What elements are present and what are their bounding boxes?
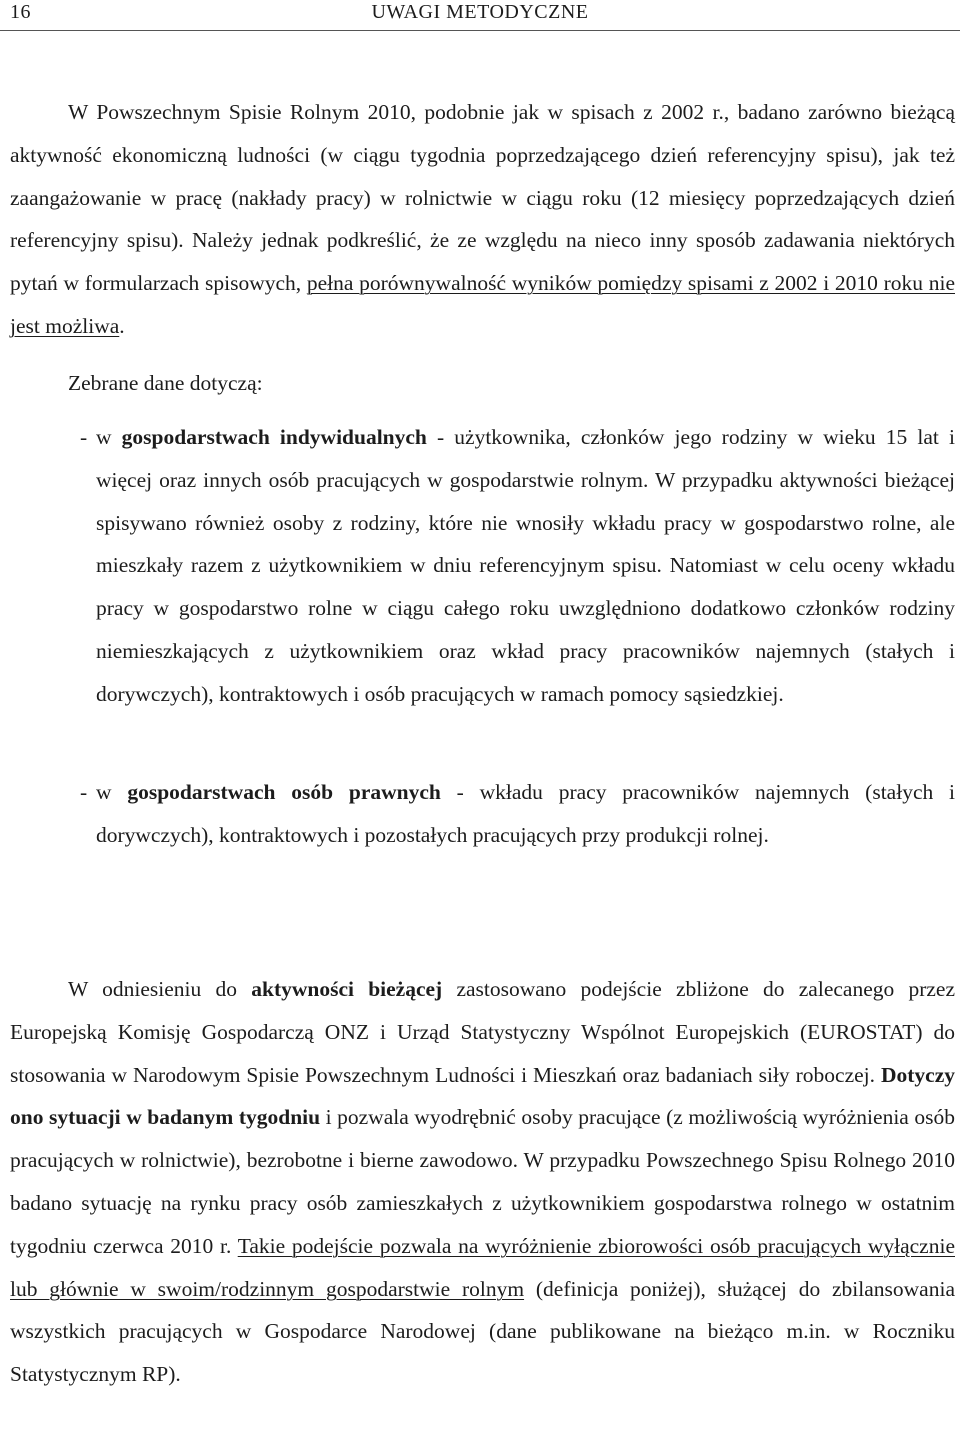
- list-item-text: - użytkownika, członków jego rodziny w wieku 15 lat i więcej oraz innych osób pracujących w gospodarstwie rolnym. W przypadku aktywności bieżącej spisywano również osoby z rodziny, które nie wnosiły wkładu pracy w gospodarstwo rolne, ale mieszkały razem z użytkownikiem w dniu referencyjnym spisu. Natomiast w celu oceny wkładu pracy w gospodarstwo rolne w ciągu całego roku uwzględniono dodatkowo członków rodziny niemieszkających z użytkownikiem oraz wkład pracy pracowników najemnych (stałych i dorywczych), kontraktowych i osób pracujących w ramach pomocy sąsiedzkiej.: [96, 425, 955, 706]
- paragraph-intro-end: .: [119, 313, 125, 338]
- paragraph-text: zastosowano podejście zbliżone do zalecanego przez Europejską Komisję Gospodarczą ONZ i Urząd Statystyczny Wspólnot Europejskich (EUROSTAT) do stosowania w Narodowym Spisie Powszechnym Ludności i Mieszkań oraz badaniach siły roboczej.: [10, 977, 956, 1087]
- list-dash: -: [80, 425, 88, 449]
- list-item-text: - wkładu pracy pracowników najemnych (stałych i dorywczych), kontraktowych i pozostałych pracujących przy produkcji rolnej.: [96, 780, 956, 847]
- list-item-prefix: w: [96, 780, 128, 804]
- paragraph-current-activity: [10, 968, 955, 1396]
- underlined-approach-note: Takie podejście pozwala na wyróżnienie zbiorowości osób pracujących wyłącznie lub głównie w swoim/rodzinnym gospodarstwie rolnym: [10, 1233, 955, 1301]
- paragraph-intro: [10, 91, 955, 348]
- page-number: 16: [10, 1, 31, 23]
- list-item: [80, 771, 955, 857]
- list-lead-in: Zebrane dane dotyczą:: [68, 371, 263, 395]
- page-header: [0, 0, 960, 31]
- running-title: UWAGI METODYCZNE: [371, 1, 589, 23]
- list-dash: -: [80, 780, 88, 804]
- bold-survey-week: Dotyczy ono sytuacji w badanym tygodniu: [10, 1062, 955, 1130]
- paragraph-text: (definicja poniżej), służącej do zbilansowania wszystkich pracujących w Gospodarce Narodowej (dane publikowane na bieżąco m.in. w Roczniku Statystycznym RP).: [10, 1276, 955, 1387]
- list-item-prefix: w: [96, 425, 122, 449]
- bold-current-activity: aktywności bieżącej: [251, 977, 443, 1001]
- list-item: [80, 416, 955, 716]
- paragraph-text: W odniesieniu do: [68, 977, 252, 1001]
- data-scope-list-second: [80, 771, 955, 857]
- paragraph-text: i pozwala wyodrębnić osoby pracujące (z możliwością wyróżnienia osób pracujących w rolnictwie), bezrobotne i bierne zawodowo. W przypadku Powszechnego Spisu Rolnego 2010 badano sytuację na rynku pracy osób zamieszkałych z użytkownikiem gospodarstwa rolnego w ostatnim tygodniu czerwca 2010 r.: [10, 1105, 955, 1258]
- list-item-bold-term: gospodarstwach osób prawnych: [127, 780, 441, 804]
- list-item-bold-term: gospodarstwach indywidualnych: [121, 425, 427, 449]
- paragraph-intro-text: W Powszechnym Spisie Rolnym 2010, podobnie jak w spisach z 2002 r., badano zarówno bieżącą aktywność ekonomiczną ludności (w ciągu tygodnia poprzedzającego dzień referencyjny spisu), jak też zaangażowanie w pracę (nakłady pracy) w rolnictwie w ciągu roku (12 miesięcy poprzedzających dzień referencyjny spisu). Należy jednak podkreślić, że ze względu na nieco inny sposób zadawania niektórych pytań w formularzach spisowych,: [10, 100, 955, 296]
- data-scope-list: [80, 416, 955, 716]
- underlined-comparability-note: pełna porównywalność wyników pomiędzy spisami z 2002 i 2010 roku nie jest możliwa: [10, 271, 955, 338]
